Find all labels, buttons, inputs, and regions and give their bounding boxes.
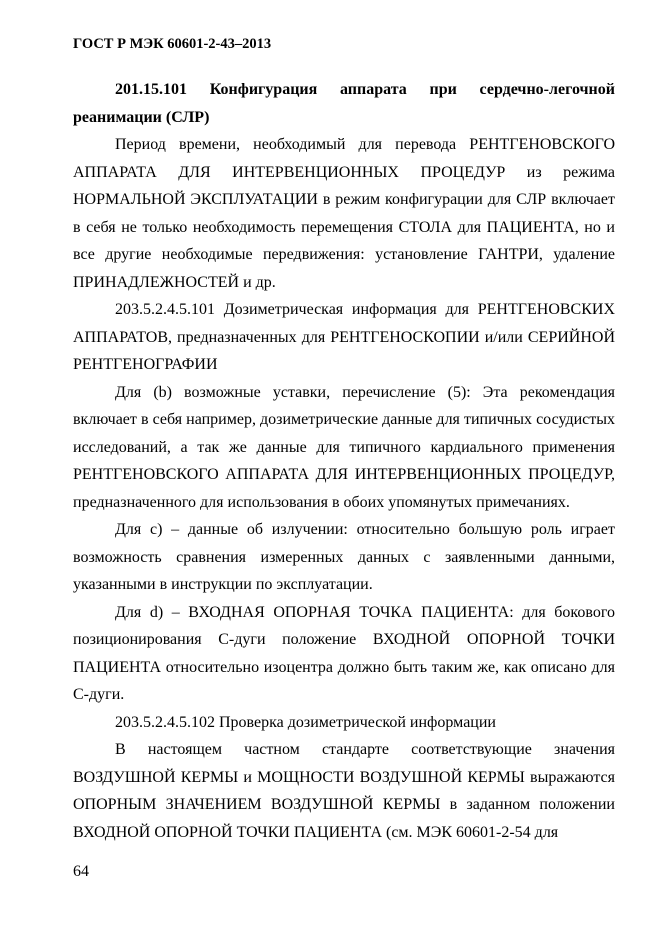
section-heading-dosimetric-info: 203.5.2.4.5.101 Дозиметрическая информация для РЕНТГЕНОВСКИХ АППАРАТОВ, предназначенных для РЕНТГЕНОСКОПИИ и/или СЕРИЙНОЙ РЕНТГЕНОГРАФИИ <box>73 301 615 373</box>
section-heading-cpr: 201.15.101 Конфигурация аппарата при сердечно-легочной реанимации (СЛР) <box>73 81 615 126</box>
document-header: ГОСТ Р МЭК 60601-2-43–2013 <box>73 36 272 52</box>
paragraph-settings-b: Для (b) возможные уставки, перечисление (5): Эта рекомендация включает в себя например, дозиметрические данные для типичных сосудистых исследований, а так же данные для типичного кардиального применения РЕНТГЕНОВСКОГО АППАРАТА ДЛЯ ИНТЕРВЕНЦИОННЫХ ПРОЦЕДУР, предназначенного для использования в обоих упомянутых примечаниях. <box>73 383 615 511</box>
page-number: 64 <box>73 863 89 880</box>
paragraph-radiation-c: Для c) – данные об излучении: относительно большую роль играет возможность сравнения измеренных данных с заявленными данными, указанными в инструкции по эксплуатации. <box>73 521 615 593</box>
paragraph-cpr-time: Период времени, необходимый для перевода РЕНТГЕНОВСКОГО АППАРАТА ДЛЯ ИНТЕРВЕНЦИОННЫХ ПРОЦЕДУР из режима НОРМАЛЬНОЙ ЭКСПЛУАТАЦИИ в режим конфигурации для СЛР включает в себя не только необходимость перемещения СТОЛА для ПАЦИЕНТА, но и все другие необходимые передвижения: установление ГАНТРИ, удаление ПРИНАДЛЕЖНОСТЕЙ и др. <box>73 136 615 291</box>
document-page <box>73 34 615 846</box>
section-heading-dosimetric-check: 203.5.2.4.5.102 Проверка дозиметрической информации <box>115 713 496 731</box>
paragraph-air-kerma: В настоящем частном стандарте соответствующие значения ВОЗДУШНОЙ КЕРМЫ и МОЩНОСТИ ВОЗДУШНОЙ КЕРМЫ выражаются ОПОРНЫМ ЗНАЧЕНИЕМ ВОЗДУШНОЙ КЕРМЫ в заданном положении ВХОДНОЙ ОПОРНОЙ ТОЧКИ ПАЦИЕНТА (см. МЭК 60601-2-54 для <box>73 741 615 841</box>
paragraph-reference-point-d: Для d) – ВХОДНАЯ ОПОРНАЯ ТОЧКА ПАЦИЕНТА: для бокового позиционирования C-дуги положение ВХОДНОЙ ОПОРНОЙ ТОЧКИ ПАЦИЕНТА относительно изоцентра должно быть таким же, как описано для C-дуги. <box>73 603 615 703</box>
